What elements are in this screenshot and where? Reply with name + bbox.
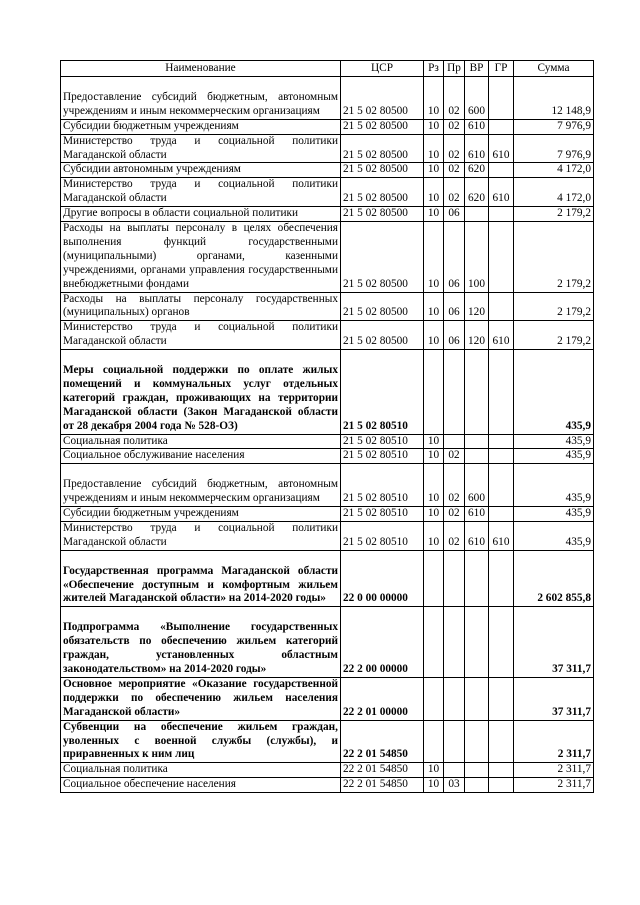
- cell-csr: 21 5 02 80500: [341, 178, 424, 207]
- cell-pr: [444, 677, 465, 720]
- cell-rz: 10: [424, 521, 444, 550]
- table-row: [61, 292, 594, 321]
- cell-gr: [489, 292, 514, 321]
- table-row: [61, 163, 594, 178]
- cell-rz: 10: [424, 778, 444, 793]
- cell-pr: [444, 350, 465, 434]
- cell-csr: 22 2 01 54850: [341, 720, 424, 763]
- cell-pr: 02: [444, 178, 465, 207]
- cell-csr: 21 5 02 80510: [341, 449, 424, 464]
- cell-vr: [465, 434, 489, 449]
- cell-vr: 120: [465, 292, 489, 321]
- cell-gr: [489, 507, 514, 522]
- cell-csr: 21 5 02 80500: [341, 163, 424, 178]
- cell-csr: 21 5 02 80500: [341, 292, 424, 321]
- cell-rz: 10: [424, 222, 444, 293]
- table-header-row: [61, 61, 594, 77]
- cell-csr: 21 5 02 80500: [341, 134, 424, 163]
- cell-rz: 10: [424, 134, 444, 163]
- cell-vr: 600: [465, 464, 489, 507]
- cell-sum: 2 311,7: [514, 763, 594, 778]
- table-row: [61, 178, 594, 207]
- cell-sum: 435,9: [514, 507, 594, 522]
- cell-sum: 435,9: [514, 449, 594, 464]
- header-csr: ЦСР: [341, 61, 424, 77]
- cell-vr: [465, 720, 489, 763]
- cell-rz: 10: [424, 207, 444, 222]
- cell-rz: 10: [424, 507, 444, 522]
- cell-csr: 22 2 01 54850: [341, 763, 424, 778]
- cell-gr: [489, 550, 514, 607]
- header-vr: ВР: [465, 61, 489, 77]
- table-row: [61, 207, 594, 222]
- cell-name: Меры социальной поддержки по оплате жилых помещений и коммунальных услуг отдельных категорий граждан, проживающих на территории Магаданской области (Закон Магаданской области от 28 декабря 2004 года № 528-ОЗ): [61, 350, 341, 434]
- table-row: [61, 720, 594, 763]
- cell-pr: 03: [444, 778, 465, 793]
- cell-csr: 22 0 00 00000: [341, 550, 424, 607]
- cell-gr: [489, 163, 514, 178]
- cell-vr: 100: [465, 222, 489, 293]
- cell-csr: 22 2 01 54850: [341, 778, 424, 793]
- table-row: [61, 550, 594, 607]
- table-row: [61, 778, 594, 793]
- table-row: [61, 763, 594, 778]
- budget-table: [60, 60, 594, 793]
- cell-sum: 7 976,9: [514, 134, 594, 163]
- cell-name: Субсидии бюджетным учреждениям: [61, 507, 341, 522]
- cell-vr: [465, 550, 489, 607]
- header-pr: Пр: [444, 61, 465, 77]
- cell-rz: 10: [424, 163, 444, 178]
- cell-name: Предоставление субсидий бюджетным, автономным учреждениям и иным некоммерческим организациям: [61, 77, 341, 120]
- table-row: [61, 321, 594, 350]
- cell-name: Расходы на выплаты персоналу в целях обеспечения выполнения функций государственными (муниципальными) органами, казенными учреждениями, органами управления государственными внебюджетными фондами: [61, 222, 341, 293]
- cell-rz: 10: [424, 449, 444, 464]
- cell-name: Субсидии бюджетным учреждениям: [61, 119, 341, 134]
- cell-rz: 10: [424, 321, 444, 350]
- cell-pr: 02: [444, 464, 465, 507]
- cell-vr: 620: [465, 178, 489, 207]
- cell-gr: [489, 350, 514, 434]
- cell-sum: 2 179,2: [514, 207, 594, 222]
- cell-sum: 7 976,9: [514, 119, 594, 134]
- cell-csr: 21 5 02 80510: [341, 507, 424, 522]
- cell-sum: 37 311,7: [514, 607, 594, 678]
- table-row: [61, 507, 594, 522]
- cell-vr: 610: [465, 134, 489, 163]
- cell-csr: 21 5 02 80500: [341, 222, 424, 293]
- table-row: [61, 350, 594, 434]
- cell-sum: 2 602 855,8: [514, 550, 594, 607]
- cell-gr: [489, 464, 514, 507]
- cell-gr: 610: [489, 134, 514, 163]
- table-row: [61, 449, 594, 464]
- cell-gr: [489, 778, 514, 793]
- cell-pr: [444, 434, 465, 449]
- cell-gr: [489, 720, 514, 763]
- cell-gr: 610: [489, 178, 514, 207]
- cell-sum: 2 179,2: [514, 321, 594, 350]
- table-row: [61, 77, 594, 120]
- cell-sum: 2 179,2: [514, 292, 594, 321]
- cell-pr: 06: [444, 292, 465, 321]
- cell-vr: 620: [465, 163, 489, 178]
- cell-name: Государственная программа Магаданской области «Обеспечение доступным и комфортным жильем жителей Магаданской области» на 2014-2020 годы»: [61, 550, 341, 607]
- cell-pr: [444, 720, 465, 763]
- cell-vr: 610: [465, 521, 489, 550]
- cell-gr: [489, 77, 514, 120]
- cell-csr: 22 2 00 00000: [341, 607, 424, 678]
- cell-sum: 435,9: [514, 464, 594, 507]
- cell-gr: [489, 677, 514, 720]
- cell-name: Министерство труда и социальной политики Магаданской области: [61, 321, 341, 350]
- cell-name: Министерство труда и социальной политики Магаданской области: [61, 178, 341, 207]
- cell-gr: 610: [489, 521, 514, 550]
- cell-gr: [489, 222, 514, 293]
- cell-csr: 21 5 02 80500: [341, 207, 424, 222]
- cell-sum: 435,9: [514, 350, 594, 434]
- cell-name: Субсидии автономным учреждениям: [61, 163, 341, 178]
- table-row: [61, 134, 594, 163]
- cell-pr: 02: [444, 134, 465, 163]
- cell-vr: [465, 607, 489, 678]
- cell-name: Подпрограмма «Выполнение государственных обязательств по обеспечению жильем категорий граждан, установленных областным законодательством» на 2014-2020 годы»: [61, 607, 341, 678]
- cell-csr: 21 5 02 80500: [341, 321, 424, 350]
- cell-sum: 2 179,2: [514, 222, 594, 293]
- cell-rz: 10: [424, 763, 444, 778]
- table-row: [61, 119, 594, 134]
- cell-name: Расходы на выплаты персоналу государственных (муниципальных) органов: [61, 292, 341, 321]
- cell-sum: 435,9: [514, 434, 594, 449]
- table-row: [61, 222, 594, 293]
- cell-name: Субвенции на обеспечение жильем граждан, уволенных с военной службы (службы), и приравненных к ним лиц: [61, 720, 341, 763]
- cell-vr: [465, 207, 489, 222]
- cell-pr: 06: [444, 222, 465, 293]
- cell-rz: [424, 607, 444, 678]
- header-name: Наименование: [61, 61, 341, 77]
- cell-name: Социальная политика: [61, 434, 341, 449]
- cell-rz: [424, 350, 444, 434]
- cell-vr: [465, 677, 489, 720]
- cell-name: Социальная политика: [61, 763, 341, 778]
- cell-csr: 21 5 02 80500: [341, 119, 424, 134]
- table-row: [61, 607, 594, 678]
- cell-sum: 2 311,7: [514, 778, 594, 793]
- cell-sum: 4 172,0: [514, 163, 594, 178]
- cell-gr: [489, 119, 514, 134]
- cell-csr: 21 5 02 80510: [341, 464, 424, 507]
- cell-rz: 10: [424, 292, 444, 321]
- cell-pr: 06: [444, 321, 465, 350]
- cell-gr: [489, 763, 514, 778]
- cell-name: Министерство труда и социальной политики Магаданской области: [61, 134, 341, 163]
- cell-sum: 37 311,7: [514, 677, 594, 720]
- cell-csr: 21 5 02 80500: [341, 77, 424, 120]
- table-row: [61, 677, 594, 720]
- header-gr: ГР: [489, 61, 514, 77]
- cell-gr: [489, 434, 514, 449]
- cell-vr: [465, 778, 489, 793]
- cell-pr: [444, 607, 465, 678]
- cell-csr: 22 2 01 00000: [341, 677, 424, 720]
- cell-pr: 02: [444, 449, 465, 464]
- cell-name: Основное мероприятие «Оказание государственной поддержки по обеспечению жильем населения Магаданской области»: [61, 677, 341, 720]
- cell-gr: [489, 207, 514, 222]
- cell-pr: [444, 763, 465, 778]
- table-row: [61, 434, 594, 449]
- cell-pr: [444, 550, 465, 607]
- cell-rz: [424, 677, 444, 720]
- cell-name: Другие вопросы в области социальной политики: [61, 207, 341, 222]
- cell-vr: [465, 350, 489, 434]
- header-sum: Сумма: [514, 61, 594, 77]
- cell-rz: 10: [424, 178, 444, 207]
- cell-name: Социальное обслуживание населения: [61, 449, 341, 464]
- cell-csr: 21 5 02 80510: [341, 521, 424, 550]
- table-row: [61, 464, 594, 507]
- cell-rz: 10: [424, 464, 444, 507]
- cell-rz: [424, 720, 444, 763]
- cell-gr: 610: [489, 321, 514, 350]
- cell-csr: 21 5 02 80510: [341, 350, 424, 434]
- cell-vr: 610: [465, 507, 489, 522]
- cell-vr: 610: [465, 119, 489, 134]
- cell-pr: 02: [444, 77, 465, 120]
- table-row: [61, 521, 594, 550]
- cell-sum: 12 148,9: [514, 77, 594, 120]
- cell-csr: 21 5 02 80510: [341, 434, 424, 449]
- cell-rz: 10: [424, 119, 444, 134]
- cell-vr: 600: [465, 77, 489, 120]
- cell-pr: 02: [444, 507, 465, 522]
- cell-pr: 06: [444, 207, 465, 222]
- cell-pr: 02: [444, 119, 465, 134]
- cell-vr: 120: [465, 321, 489, 350]
- cell-name: Министерство труда и социальной политики Магаданской области: [61, 521, 341, 550]
- cell-sum: 4 172,0: [514, 178, 594, 207]
- cell-pr: 02: [444, 163, 465, 178]
- cell-vr: [465, 449, 489, 464]
- cell-gr: [489, 607, 514, 678]
- cell-rz: 10: [424, 434, 444, 449]
- cell-pr: 02: [444, 521, 465, 550]
- cell-vr: [465, 763, 489, 778]
- cell-gr: [489, 449, 514, 464]
- cell-rz: 10: [424, 77, 444, 120]
- header-rz: Рз: [424, 61, 444, 77]
- cell-sum: 2 311,7: [514, 720, 594, 763]
- cell-rz: [424, 550, 444, 607]
- cell-name: Предоставление субсидий бюджетным, автономным учреждениям и иным некоммерческим организациям: [61, 464, 341, 507]
- cell-name: Социальное обеспечение населения: [61, 778, 341, 793]
- table-body: [61, 77, 594, 793]
- cell-sum: 435,9: [514, 521, 594, 550]
